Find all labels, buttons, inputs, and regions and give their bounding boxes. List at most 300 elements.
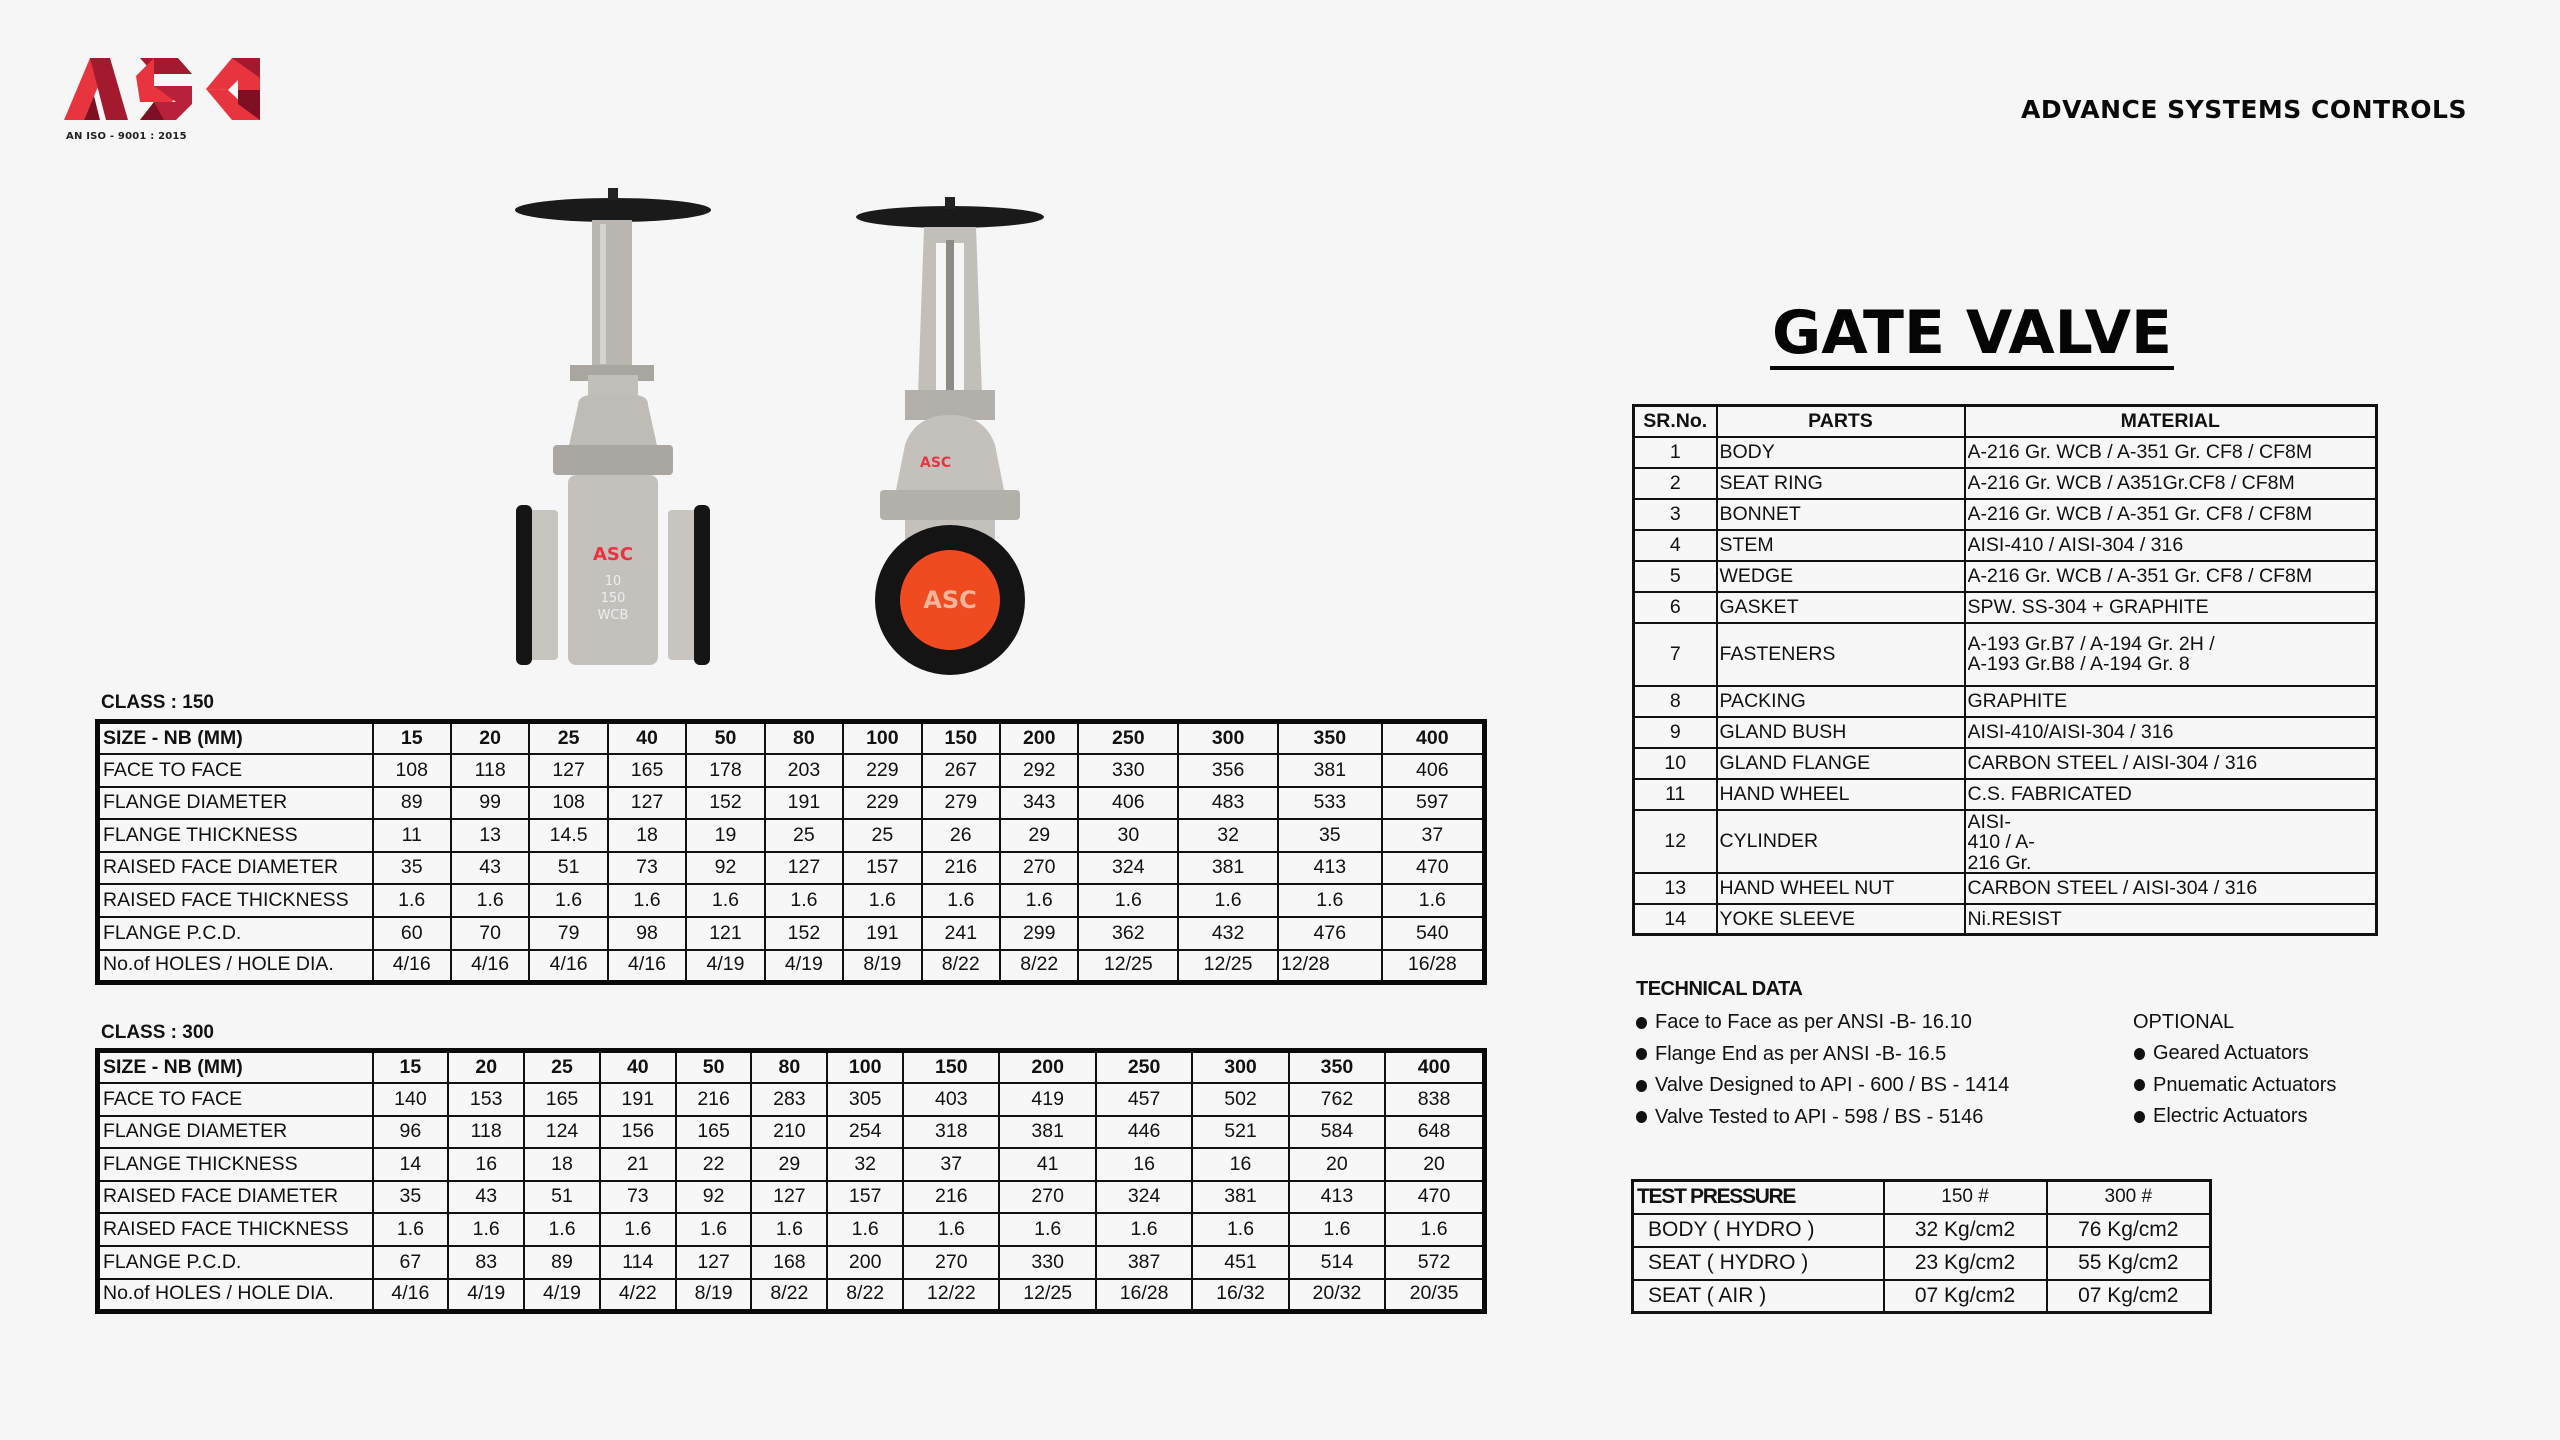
table-row <box>1634 468 2377 499</box>
value-cell: 1.6 <box>1078 884 1178 917</box>
value-cell: 21 <box>600 1148 676 1181</box>
value-cell: 1.6 <box>827 1213 903 1246</box>
svg-text:150: 150 <box>600 591 626 606</box>
value-cell: 210 <box>751 1116 827 1149</box>
material-header: MATERIAL <box>1965 406 2377 437</box>
value-cell: 4/19 <box>448 1279 524 1312</box>
table-row <box>1634 810 2377 873</box>
value-cell: 99 <box>451 787 529 820</box>
size-cell: 350 <box>1289 1051 1385 1084</box>
table-row <box>1634 748 2377 779</box>
class-300-label: CLASS : 300 <box>101 1022 214 1043</box>
part-name-cell: CYLINDER <box>1717 810 1965 873</box>
page-title: GATE VALVE <box>1772 298 2173 368</box>
value-cell: 318 <box>903 1116 999 1149</box>
class-300-body <box>98 1083 1485 1311</box>
value-cell: 419 <box>999 1083 1095 1116</box>
value-cell: 43 <box>448 1181 524 1214</box>
value-cell: 540 <box>1382 917 1485 950</box>
value-cell: 4/19 <box>524 1279 600 1312</box>
value-cell: 229 <box>843 754 921 787</box>
table-row <box>98 950 1485 983</box>
material-cell <box>1965 748 2377 779</box>
optional-item-text: Pnuematic Actuators <box>2153 1073 2337 1096</box>
value-cell: 11 <box>373 819 451 852</box>
part-name-cell: WEDGE <box>1717 561 1965 592</box>
optional-title: OPTIONAL <box>2133 1011 2235 1033</box>
test-value-150: 32 Kg/cm2 <box>1884 1214 2047 1247</box>
list-item <box>2134 1101 2336 1133</box>
value-cell: 22 <box>676 1148 752 1181</box>
bullet-icon <box>2134 1079 2145 1091</box>
table-row <box>98 1181 1485 1214</box>
table-row <box>1634 623 2377 686</box>
material-cell <box>1965 561 2377 592</box>
test-value-300: 55 Kg/cm2 <box>2047 1247 2211 1280</box>
value-cell: 413 <box>1289 1181 1385 1214</box>
value-cell: 1.6 <box>1382 884 1485 917</box>
list-item <box>2134 1070 2336 1102</box>
asc-logo-icon <box>64 56 260 122</box>
value-cell: 381 <box>1278 754 1382 787</box>
value-cell: 8/22 <box>922 950 1000 983</box>
optional-item-text: Geared Actuators <box>2153 1042 2309 1064</box>
value-cell: 152 <box>765 917 843 950</box>
value-cell: 16/28 <box>1382 950 1485 983</box>
size-cell: 200 <box>999 1051 1095 1084</box>
value-cell: 597 <box>1382 787 1485 820</box>
value-cell: 20 <box>1385 1148 1484 1181</box>
value-cell: 127 <box>608 787 686 820</box>
sr-no-cell: 12 <box>1634 810 1717 873</box>
table-row <box>1634 779 2377 810</box>
value-cell: 18 <box>608 819 686 852</box>
value-cell: 4/22 <box>600 1279 676 1312</box>
value-cell: 16/32 <box>1192 1279 1288 1312</box>
optional-list <box>2134 1038 2336 1133</box>
value-cell: 4/19 <box>686 950 764 983</box>
test-value-300: 07 Kg/cm2 <box>2047 1280 2211 1313</box>
value-cell: 13 <box>451 819 529 852</box>
material-cell <box>1965 779 2377 810</box>
value-cell: 446 <box>1096 1116 1192 1149</box>
value-cell: 1.6 <box>373 884 451 917</box>
material-cell <box>1965 717 2377 748</box>
value-cell: 254 <box>827 1116 903 1149</box>
size-cell: 250 <box>1096 1051 1192 1084</box>
value-cell: 12/25 <box>999 1279 1095 1312</box>
svg-text:WCB: WCB <box>597 608 629 623</box>
sr-no-cell: 6 <box>1634 592 1717 623</box>
part-name-cell: SEAT RING <box>1717 468 1965 499</box>
value-cell: 1.6 <box>1192 1213 1288 1246</box>
size-cell: 40 <box>608 722 686 755</box>
table-row <box>1634 561 2377 592</box>
material-cell <box>1965 904 2377 935</box>
material-text <box>1968 504 2374 524</box>
material-text <box>1968 634 2374 675</box>
size-cell: 20 <box>448 1051 524 1084</box>
table-row <box>1634 530 2377 561</box>
value-cell: 381 <box>1178 852 1278 885</box>
material-line: SPW. SS-304 + GRAPHITE <box>1967 596 2209 618</box>
value-cell: 292 <box>1000 754 1078 787</box>
value-cell: 127 <box>529 754 607 787</box>
size-cell: 300 <box>1178 722 1278 755</box>
value-cell: 1.6 <box>373 1213 449 1246</box>
value-cell: 16 <box>448 1148 524 1181</box>
value-cell: 270 <box>999 1181 1095 1214</box>
value-cell: 1.6 <box>686 884 764 917</box>
sr-no-header: SR.No. <box>1634 406 1717 437</box>
material-cell <box>1965 468 2377 499</box>
value-cell: 20/32 <box>1289 1279 1385 1312</box>
value-cell: 413 <box>1278 852 1382 885</box>
technical-item-text: Face to Face as per ANSI -B- 16.10 <box>1655 1011 1972 1033</box>
size-cell: 80 <box>765 722 843 755</box>
value-cell: 1.6 <box>903 1213 999 1246</box>
value-cell: 12/22 <box>903 1279 999 1312</box>
value-cell: 470 <box>1385 1181 1484 1214</box>
sr-no-cell: 11 <box>1634 779 1717 810</box>
value-cell: 51 <box>529 852 607 885</box>
value-cell: 305 <box>827 1083 903 1116</box>
class-150-label: CLASS : 150 <box>101 692 214 713</box>
value-cell: 241 <box>922 917 1000 950</box>
table-row <box>98 819 1485 852</box>
table-row <box>98 917 1485 950</box>
material-cell <box>1965 873 2377 904</box>
value-cell: 165 <box>524 1083 600 1116</box>
technical-item-text: Valve Tested to API - 598 / BS - 5146 <box>1655 1105 1984 1128</box>
material-text <box>1968 535 2374 555</box>
value-cell: 29 <box>1000 819 1078 852</box>
material-text <box>1968 566 2374 586</box>
row-label: RAISED FACE THICKNESS <box>98 1213 373 1246</box>
value-cell: 32 <box>1178 819 1278 852</box>
part-name-cell: FASTENERS <box>1717 623 1965 686</box>
row-label: FLANGE P.C.D. <box>98 1246 373 1279</box>
material-cell <box>1965 530 2377 561</box>
value-cell: 73 <box>608 852 686 885</box>
table-row <box>98 1083 1485 1116</box>
technical-data-title: TECHNICAL DATA <box>1636 978 1803 1000</box>
value-cell: 121 <box>686 917 764 950</box>
test-pressure-header: TEST PRESSURE <box>1633 1181 1884 1214</box>
value-cell: 118 <box>448 1116 524 1149</box>
value-cell: 4/16 <box>529 950 607 983</box>
value-cell: 4/16 <box>608 950 686 983</box>
row-label: FLANGE DIAMETER <box>98 787 373 820</box>
table-row <box>1634 686 2377 717</box>
part-name-cell: GASKET <box>1717 592 1965 623</box>
value-cell: 98 <box>608 917 686 950</box>
value-cell: 229 <box>843 787 921 820</box>
value-cell: 73 <box>600 1181 676 1214</box>
value-cell: 356 <box>1178 754 1278 787</box>
sr-no-cell: 3 <box>1634 499 1717 530</box>
table-header-row <box>98 1051 1485 1084</box>
row-label: No.of HOLES / HOLE DIA. <box>98 950 373 983</box>
value-cell: 156 <box>600 1116 676 1149</box>
material-line: A-216 Gr. WCB / A-351 Gr. CF8 / CF8M <box>1967 565 2313 587</box>
size-cell: 400 <box>1385 1051 1484 1084</box>
material-cell <box>1965 437 2377 468</box>
test-label: SEAT ( HYDRO ) <box>1633 1247 1884 1280</box>
parts-material-table <box>1632 404 2378 936</box>
parts-table-body <box>1634 437 2377 935</box>
value-cell: 1.6 <box>608 884 686 917</box>
table-row <box>1634 437 2377 468</box>
value-cell: 35 <box>373 852 451 885</box>
value-cell: 30 <box>1078 819 1178 852</box>
value-cell: 25 <box>843 819 921 852</box>
bullet-icon <box>2134 1111 2145 1123</box>
gate-valve-side-view-image <box>508 180 718 690</box>
value-cell: 406 <box>1078 787 1178 820</box>
part-name-cell: STEM <box>1717 530 1965 561</box>
material-cell <box>1965 592 2377 623</box>
value-cell: 4/16 <box>451 950 529 983</box>
material-line: Ni.RESIST <box>1967 908 2062 929</box>
value-cell: 1.6 <box>1000 884 1078 917</box>
size-cell: 40 <box>600 1051 676 1084</box>
value-cell: 168 <box>751 1246 827 1279</box>
value-cell: 1.6 <box>922 884 1000 917</box>
material-text <box>1968 473 2374 493</box>
value-cell: 51 <box>524 1181 600 1214</box>
value-cell: 108 <box>373 754 451 787</box>
table-row <box>98 852 1485 885</box>
value-cell: 70 <box>451 917 529 950</box>
material-line: CARBON STEEL / AISI-304 / 316 <box>1967 877 2258 899</box>
value-cell: 14.5 <box>529 819 607 852</box>
value-cell: 457 <box>1096 1083 1192 1116</box>
value-cell: 838 <box>1385 1083 1484 1116</box>
value-cell: 451 <box>1192 1246 1288 1279</box>
value-cell: 4/16 <box>373 950 451 983</box>
material-line: 410 / A- <box>1967 831 2035 854</box>
sr-no-cell: 13 <box>1634 873 1717 904</box>
value-cell: 476 <box>1278 917 1382 950</box>
size-cell: 150 <box>922 722 1000 755</box>
value-cell: 92 <box>686 852 764 885</box>
size-cell: 150 <box>903 1051 999 1084</box>
value-cell: 26 <box>922 819 1000 852</box>
material-line: A-216 Gr. WCB / A-351 Gr. CF8 / CF8M <box>1967 441 2313 463</box>
value-cell: 381 <box>999 1116 1095 1149</box>
value-cell: 1.6 <box>676 1213 752 1246</box>
sr-no-cell: 9 <box>1634 717 1717 748</box>
value-cell: 16 <box>1192 1148 1288 1181</box>
value-cell: 584 <box>1289 1116 1385 1149</box>
value-cell: 343 <box>1000 787 1078 820</box>
bullet-icon <box>2134 1048 2145 1060</box>
material-line: A-216 Gr. WCB / A-351 Gr. CF8 / CF8M <box>1967 503 2313 525</box>
size-cell: 80 <box>751 1051 827 1084</box>
value-cell: 387 <box>1096 1246 1192 1279</box>
size-cell: 100 <box>827 1051 903 1084</box>
material-cell <box>1965 623 2377 686</box>
value-cell: 1.6 <box>1278 884 1382 917</box>
value-cell: 502 <box>1192 1083 1288 1116</box>
value-cell: 203 <box>765 754 843 787</box>
part-name-cell: GLAND FLANGE <box>1717 748 1965 779</box>
value-cell: 89 <box>373 787 451 820</box>
value-cell: 89 <box>524 1246 600 1279</box>
value-cell: 470 <box>1382 852 1485 885</box>
value-cell: 572 <box>1385 1246 1484 1279</box>
value-cell: 216 <box>922 852 1000 885</box>
material-cell <box>1965 499 2377 530</box>
value-cell: 1.6 <box>843 884 921 917</box>
size-cell: 100 <box>843 722 921 755</box>
svg-text:10: 10 <box>604 574 622 589</box>
value-cell: 19 <box>686 819 764 852</box>
material-line: A-193 Gr.B8 / A-194 Gr. 8 <box>1967 653 2190 675</box>
material-line: A-216 Gr. WCB / A351Gr.CF8 / CF8M <box>1967 472 2295 494</box>
value-cell: 191 <box>843 917 921 950</box>
value-cell: 403 <box>903 1083 999 1116</box>
material-cell <box>1965 810 2377 873</box>
value-cell: 79 <box>529 917 607 950</box>
value-cell: 16/28 <box>1096 1279 1192 1312</box>
value-cell: 32 <box>827 1148 903 1181</box>
material-text <box>1968 812 2374 870</box>
value-cell: 267 <box>922 754 1000 787</box>
size-cell: 300 <box>1192 1051 1288 1084</box>
sr-no-cell: 8 <box>1634 686 1717 717</box>
value-cell: 83 <box>448 1246 524 1279</box>
size-header-cell: SIZE - NB (MM) <box>98 1051 373 1084</box>
value-cell: 152 <box>686 787 764 820</box>
table-row <box>1633 1214 2211 1247</box>
value-cell: 1.6 <box>1385 1213 1484 1246</box>
value-cell: 270 <box>903 1246 999 1279</box>
technical-item-text: Flange End as per ANSI -B- 16.5 <box>1655 1042 1947 1065</box>
svg-text:ASC: ASC <box>920 455 952 471</box>
material-text <box>1968 753 2374 773</box>
size-cell: 50 <box>676 1051 752 1084</box>
value-cell: 8/19 <box>843 950 921 983</box>
row-label: FLANGE DIAMETER <box>98 1116 373 1149</box>
value-cell: 483 <box>1178 787 1278 820</box>
value-cell: 124 <box>524 1116 600 1149</box>
material-line: CARBON STEEL / AISI-304 / 316 <box>1967 752 2258 774</box>
value-cell: 1.6 <box>448 1213 524 1246</box>
list-item <box>2134 1038 2336 1070</box>
value-cell: 12/25 <box>1078 950 1178 983</box>
value-cell: 12/25 <box>1178 950 1278 983</box>
bullet-icon <box>1636 1048 1647 1060</box>
list-item <box>1636 1102 2009 1134</box>
list-item <box>1636 1039 2009 1071</box>
value-cell: 1.6 <box>451 884 529 917</box>
technical-item-text: Valve Designed to API - 600 / BS - 1414 <box>1655 1074 2010 1096</box>
table-row <box>98 1213 1485 1246</box>
table-header-row <box>98 722 1485 755</box>
material-line: A-193 Gr.B7 / A-194 Gr. 2H / <box>1967 633 2215 655</box>
material-text <box>1968 597 2374 617</box>
material-line: AISI- <box>1967 812 2011 833</box>
value-cell: 20 <box>1289 1148 1385 1181</box>
value-cell: 127 <box>765 852 843 885</box>
value-cell: 4/16 <box>373 1279 449 1312</box>
material-text <box>1968 784 2374 804</box>
value-cell: 432 <box>1178 917 1278 950</box>
row-label: FACE TO FACE <box>98 754 373 787</box>
bullet-icon <box>1636 1017 1647 1029</box>
class-150-header: 150 # <box>1884 1181 2047 1214</box>
value-cell: 43 <box>451 852 529 885</box>
table-row <box>98 1148 1485 1181</box>
value-cell: 216 <box>903 1181 999 1214</box>
technical-data-list <box>1636 1007 2009 1133</box>
value-cell: 157 <box>827 1181 903 1214</box>
test-value-300: 76 Kg/cm2 <box>2047 1214 2211 1247</box>
sr-no-cell: 5 <box>1634 561 1717 592</box>
part-name-cell: BODY <box>1717 437 1965 468</box>
value-cell: 165 <box>676 1116 752 1149</box>
value-cell: 12/28 <box>1278 950 1382 983</box>
table-row <box>1634 499 2377 530</box>
value-cell: 406 <box>1382 754 1485 787</box>
value-cell: 1.6 <box>1289 1213 1385 1246</box>
list-item <box>1636 1070 2009 1102</box>
value-cell: 140 <box>373 1083 449 1116</box>
value-cell: 324 <box>1078 852 1178 885</box>
table-row <box>98 1246 1485 1279</box>
bullet-icon <box>1636 1111 1647 1123</box>
material-line: AISI-410/AISI-304 / 316 <box>1967 721 2174 743</box>
sr-no-cell: 10 <box>1634 748 1717 779</box>
material-line: GRAPHITE <box>1967 690 2068 712</box>
row-label: RAISED FACE DIAMETER <box>98 1181 373 1214</box>
size-cell: 15 <box>373 722 451 755</box>
part-name-cell: HAND WHEEL <box>1717 779 1965 810</box>
material-line: AISI-410 / AISI-304 / 316 <box>1967 534 2184 556</box>
size-cell: 15 <box>373 1051 449 1084</box>
size-header-cell: SIZE - NB (MM) <box>98 722 373 755</box>
material-text <box>1968 442 2374 462</box>
test-value-150: 23 Kg/cm2 <box>1884 1247 2047 1280</box>
table-row <box>1634 717 2377 748</box>
value-cell: 178 <box>686 754 764 787</box>
value-cell: 165 <box>608 754 686 787</box>
value-cell: 67 <box>373 1246 449 1279</box>
sr-no-cell: 2 <box>1634 468 1717 499</box>
size-cell: 25 <box>524 1051 600 1084</box>
value-cell: 216 <box>676 1083 752 1116</box>
value-cell: 127 <box>751 1181 827 1214</box>
value-cell: 37 <box>1382 819 1485 852</box>
value-cell: 191 <box>765 787 843 820</box>
value-cell: 118 <box>451 754 529 787</box>
value-cell: 270 <box>1000 852 1078 885</box>
value-cell: 8/22 <box>827 1279 903 1312</box>
value-cell: 25 <box>765 819 843 852</box>
value-cell: 1.6 <box>765 884 843 917</box>
bullet-icon <box>1636 1080 1647 1092</box>
material-text <box>1968 722 2374 742</box>
value-cell: 16 <box>1096 1148 1192 1181</box>
row-label: RAISED FACE DIAMETER <box>98 852 373 885</box>
value-cell: 14 <box>373 1148 449 1181</box>
table-row <box>98 787 1485 820</box>
sr-no-cell: 4 <box>1634 530 1717 561</box>
value-cell: 514 <box>1289 1246 1385 1279</box>
size-cell: 25 <box>529 722 607 755</box>
